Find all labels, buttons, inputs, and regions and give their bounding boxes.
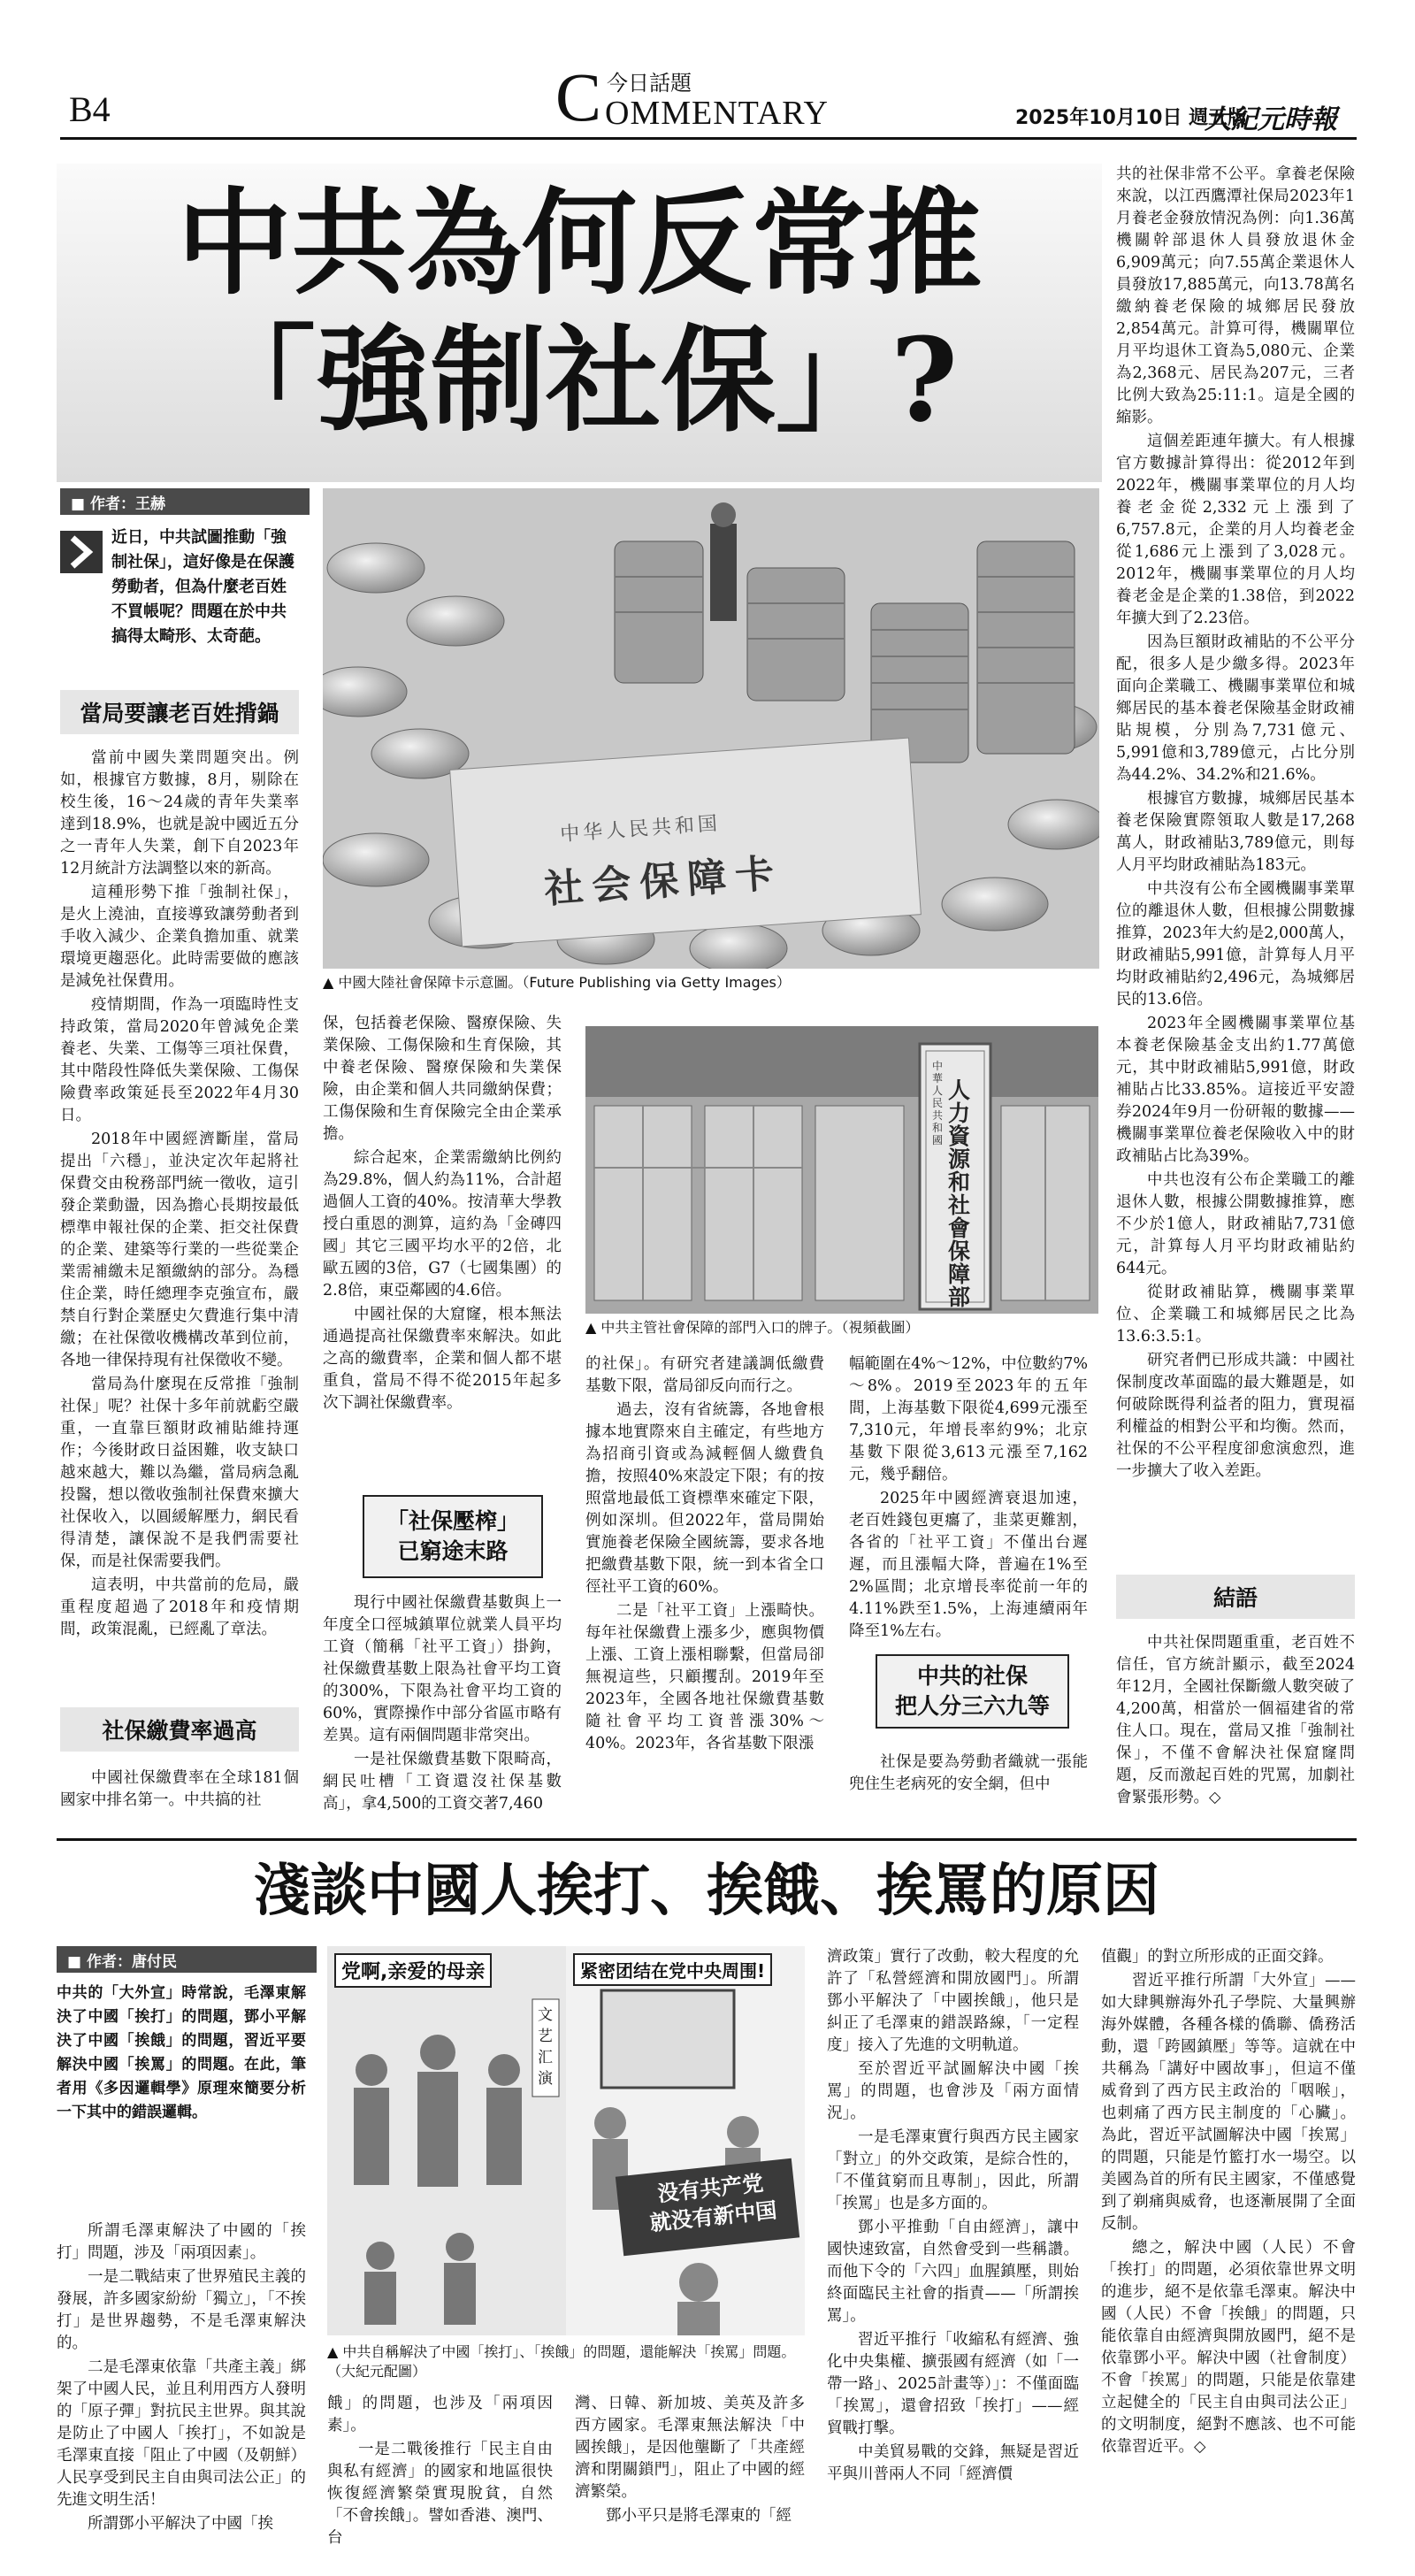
page-number: B4 bbox=[69, 89, 111, 129]
paragraph: 所謂鄧小平解決了中國「挨 bbox=[88, 2515, 273, 2533]
paragraph: 從財政補貼算，機關事業單位、企業職工和城鄉居民之比為13.6:3.5:1。 bbox=[1116, 1284, 1355, 1346]
paragraph: 因為巨額財政補貼的不公平分配，很多人是少繳多得。2023年面向企業職工、機關事業單位和城鄉居民的基本養老保險基金財政補貼規模，分別為7,731億元、5,991億和3,789億元，占比分別為44.2%、34.2%和21.6%。 bbox=[1116, 633, 1355, 784]
poster-side-label: 文艺汇演 bbox=[538, 2006, 553, 2088]
article1-column5-tail bbox=[1116, 1632, 1355, 1811]
paragraph: 鄧小平只是將毛澤東的「經 bbox=[606, 2507, 792, 2525]
paragraph: 中共沒有公布全國機關事業單位的離退休人數，但根據公開數據推算，2023年大約是2,000萬人，財政補貼5,991億，計算每人月平均財政補貼約2,496元，為城鄉居民的13.6倍。 bbox=[1116, 880, 1355, 1008]
subhead-text: 把人分三六九等 bbox=[894, 1693, 1050, 1719]
article1-column1 bbox=[60, 748, 299, 1643]
newspaper-name: 大紀元時報 bbox=[1205, 104, 1337, 135]
paragraph: 當前中國失業問題突出。例如，根據官方數據，8月，剔除在校生後，16～24歲的青年失業率達到18.9%，也就是說中國近五分之一青年人失業，創下自2023年12月統計方法調整以來的新高。 bbox=[60, 749, 299, 878]
paragraph: 習近平推行「收縮私有經濟、強化中央集權、擴張國有經濟（如「一帶一路」、2025計畫等）」：不僅面臨「挨罵」，還會招致「挨打」——經貿戰打擊。 bbox=[827, 2331, 1079, 2437]
article2-lead: 中共的「大外宣」時常說，毛澤東解決了中國「挨打」的問題，鄧小平解決了中國「挨餓」的問題，習近平要解決中國「挨罵」的問題。在此，筆者用《多因邏輯學》原理來簡要分析一下其中的錯誤邏輯。 bbox=[57, 1984, 306, 2121]
paragraph: 根據官方數據，城鄉居民基本養老保險實際領取人數是17,268萬人，財政補貼3,789億元，則每人月平均財政補貼為183元。 bbox=[1116, 790, 1355, 874]
headline-line2: 「強制社保」? bbox=[200, 312, 959, 448]
paragraph: 這表明，中共當前的危局，嚴重程度超過了2018年和疫情期間，政策混亂，已經亂了章法。 bbox=[60, 1576, 299, 1638]
poster-right-title: 紧密团结在党中央周围! bbox=[573, 1953, 772, 1986]
paragraph: 一是毛澤東實行與西方民主國家「對立」的外交政策，是綜合性的，「不僅貧窮而且專制」，因此，所謂「挨罵」也是多方面的。 bbox=[827, 2128, 1079, 2212]
paragraph: 中共社保問題重重，老百姓不信任，官方統計顯示，截至2024年12月，全國社保斷繳人數突破了4,200萬，相當於一個福建省的常住人口。現在，當局又推「強制社保」，不僅不會解決社保窟窿問題，反而激起百姓的咒罵，加劇社會緊張形勢。◇ bbox=[1116, 1634, 1355, 1806]
article2-column2 bbox=[327, 2393, 553, 2551]
subhead-text: 中共的社保 bbox=[916, 1663, 1028, 1689]
paragraph: 所謂毛澤東解決了中國的「挨打」問題，涉及「兩項因素」。 bbox=[57, 2222, 306, 2262]
article2-column4 bbox=[827, 1946, 1079, 2488]
paragraph: 中共也沒有公布企業職工的離退休人數，根據公開數據推算，應不少於1億人，財政補貼7,731億元，計算每人月平均財政補貼約644元。 bbox=[1116, 1171, 1355, 1277]
paragraph: 濟政策」實行了改動，較大程度的允許了「私營經濟和開放國門」。所謂鄧小平解決了「中國挨餓」，他只是糾正了毛澤東的錯誤路線，「一定程度」接入了先進的文明軌道。 bbox=[827, 1948, 1079, 2054]
photo2-caption: ▲ 中共主管社會保障的部門入口的牌子。（視頻截圖） bbox=[585, 1319, 920, 1336]
paragraph: 中國社保繳費率在全球181個國家中排名第一。中共搞的社 bbox=[60, 1769, 299, 1809]
section-chinese: 今日話題 bbox=[607, 71, 692, 96]
paragraph: 灣、日韓、新加坡、美英及許多西方國家。毛澤東無法解決「中國挨餓」，是因他壟斷了「共產經濟和閉關鎖門」，阻止了中國的經濟繁榮。 bbox=[575, 2395, 805, 2501]
paragraph: 二是「社平工資」上漲畸快。每年社保繳費上漲多少，應與物價上漲、工資上漲相聯繫，但當局卻無視這些，只顧攫刮。2019年至2023年，全國各地社保繳費基數隨社會平均工資普漲30%～40%。2023年，各省基數下限漲 bbox=[585, 1602, 824, 1752]
poster-banner-line: 没有共产党 bbox=[656, 2170, 765, 2207]
section-big-c: C bbox=[555, 58, 602, 135]
poster-caption: ▲ 中共自稱解決了中國「挨打」、「挨餓」的問題，還能解決「挨罵」問題。（大紀元配圖） bbox=[327, 2343, 796, 2380]
paragraph: 過去，沒有省統籌，各地會根據本地實際來自主確定，有些地方為招商引資或為減輕個人繳費負擔，按照40%來設定下限；有的按照當地最低工資標準來確定下限，例如深圳。但2022年，當局開始實施養老保險全國統籌，要求各地把繳費基數下限，統一到本省全口徑社平工資的60%。 bbox=[585, 1401, 824, 1596]
section-logo bbox=[555, 58, 874, 135]
paragraph: 中美貿易戰的交鋒，無疑是習近平與川普兩人不同「經濟價 bbox=[827, 2443, 1079, 2483]
paragraph: 一是二戰後推行「民主自由與私有經濟」的國家和地區很快恢復經濟繁榮實現脫貧，自然「不會挨餓」。譬如香港、澳門、台 bbox=[327, 2441, 553, 2547]
paragraph: 這種形勢下推「強制社保」，是火上澆油，直接導致讓勞動者到手收入減少、企業負擔加重、就業環境更趨惡化。此時需要做的應該是減免社保費用。 bbox=[60, 884, 299, 990]
subhead-text: 「社保壓榨」已窮途末路 bbox=[386, 1508, 519, 1564]
ministry-sign-photo bbox=[585, 1026, 1098, 1314]
article1-column4 bbox=[849, 1353, 1088, 1644]
article1-byline: ■ 作者：王赫 bbox=[60, 488, 310, 515]
paragraph: 綜合起來，企業需繳納比例約為29.8%，個人約為11%，合計超過個人工資的40%。按清華大學教授白重恩的測算，這約為「金磚四國」其它三國平均水平的2倍，北歐五國的3倍，G7（七國集團）的2.8倍，東亞鄰國的4.6倍。 bbox=[323, 1149, 562, 1300]
paragraph: 2023年全國機關事業單位基本養老保險基金支出約1.77萬億元，其中財政補貼5,991億，財政補貼占比33.85%。這接近平安證券2024年9月一份研報的數據——機關事業單位養老保險收入中的財政補貼占比為39%。 bbox=[1116, 1015, 1355, 1165]
article1-column3 bbox=[585, 1353, 824, 1757]
sign-text: 人力資源和社會保障部 bbox=[948, 1077, 971, 1310]
photo1-caption: ▲ 中國大陸社會保障卡示意圖。（Future Publishing via Getty Images） bbox=[323, 974, 791, 991]
article2-column1 bbox=[57, 2220, 306, 2537]
sign-side-text: 中華人民共和國 bbox=[932, 1060, 944, 1146]
paragraph: 共的社保非常不公平。拿養老保險來說，以江西鷹潭社保局2023年1月養老金發放情況為例：向1.36萬機關幹部退休人員發放退休金6,909萬元；向7.55萬企業退休人員發放17,885萬元，向13.78萬名繳納養老保險的城鄉居民發放2,854萬元。計算可得，機關單位月平均退休工資為5,080元、企業為2,368元、居民為207元，三者比例大致為25:11:1。這是全國的縮影。 bbox=[1116, 165, 1355, 426]
article1-column1-tail bbox=[60, 1767, 299, 1813]
card-title: 社会保障卡 bbox=[542, 850, 784, 913]
paragraph: 至於習近平試圖解決中國「挨罵」的問題，也會涉及「兩方面情況」。 bbox=[827, 2060, 1079, 2122]
paragraph: 的社保」。有研究者建議調低繳費基數下限，當局卻反向而行之。 bbox=[585, 1355, 824, 1395]
paragraph: 二是毛澤東依靠「共產主義」綁架了中國人民，並且利用西方人發明的「原子彈」對抗民主世界。與其說是防止了中國人「挨打」，不如說是毛澤東直接「阻止了中國（及朝鮮）人民享受到民主自由與司法公正」的先進文明生活！ bbox=[57, 2358, 306, 2509]
paragraph: 保，包括養老保險、醫療保險、失業保險、工傷保險和生育保險，其中養老保險、醫療保險和失業保險，由企業和個人共同繳納保費；工傷保險和生育保險完全由企業承擔。 bbox=[323, 1015, 562, 1143]
paragraph: 總之，解決中國（人民）不會「挨打」的問題，必須依靠世界文明的進步，絕不是依靠毛澤東。解決中國（人民）不會「挨餓」的問題，只能依靠自由經濟與開放國門，絕不是依靠鄧小平。解決中國（社會制度）不會「挨罵」的問題，只能是依靠建立起健全的「民主自由與司法公正」的文明制度，絕對不應該、也不可能依靠習近平。◇ bbox=[1101, 2239, 1356, 2456]
paragraph: 中國社保的大窟窿，根本無法通過提高社保繳費率來解決。如此之高的繳費率，企業和個人都不堪重負，當局不得不從2015年起多次下調社保繳費率。 bbox=[323, 1306, 562, 1412]
card-issuer: 中华人民共和国 bbox=[559, 812, 722, 847]
article1-lead: 近日，中共試圖推動「強制社保」，這好像是在保護勞動者，但為什麼老百姓不買帳呢？問題在於中共搞得太畸形、太奇葩。 bbox=[111, 528, 294, 646]
headline-line1: 中共為何反常推 bbox=[176, 175, 982, 310]
header-rule bbox=[60, 137, 1357, 140]
article2-column3 bbox=[575, 2393, 805, 2529]
paragraph: 現行中國社保繳費基數與上一年度全口徑城鎮單位就業人員平均工資（簡稱「社平工資」）掛鉤，社保繳費基數上限為社會平均工資的300%，下限為社會平均工資的60%，實際操作中部分省區市略有差異。這有兩個問題非常突出。 bbox=[323, 1594, 562, 1744]
article1-column2-tail bbox=[323, 1592, 562, 1817]
paragraph: 一是二戰結束了世界殖民主義的發展，許多國家紛紛「獨立」，「不挨打」是世界趨勢，不是毛澤東解決的。 bbox=[57, 2268, 306, 2352]
article1-column4-tail bbox=[849, 1752, 1088, 1798]
issue-date: 2025年10月10日 週五版 bbox=[1015, 107, 1248, 129]
paragraph: 值觀」的對立所形成的正面交鋒。 bbox=[1101, 1948, 1334, 1966]
paragraph: 2025年中國經濟衰退加速，老百姓錢包更癟了，韭菜更難割，各省的「社平工資」不僅出台遲遲，而且漲幅大降，普遍在1%至2%區間；北京增長率從前一年的4.11%跌至1.5%，上海連續兩年降至1%左右。 bbox=[849, 1490, 1088, 1640]
article2-column5 bbox=[1101, 1946, 1356, 2460]
paragraph: 這個差距連年擴大。有人根據官方數據計算得出：從2012年到2022年，機關事業單位的月人均養老金從2,332元上漲到了6,757.8元，企業的月人均養老金從1,686元上漲到了3,028元。2012年，機關事業單位的月人均養老金是企業的1.38倍，到2022年擴大到了2.23倍。 bbox=[1116, 433, 1355, 627]
subhead-scapegoat: 當局要讓老百姓揹鍋 bbox=[60, 690, 299, 734]
social-security-card-photo bbox=[323, 488, 1099, 969]
article1-column5 bbox=[1116, 164, 1355, 1484]
paragraph: 幅範圍在4%～12%，中位數約7%～8%。2019至2023年的五年間，上海基數下限從4,699元漲至7,310元，年增長率約9%；北京基數下限從3,613元漲至7,162元，幾乎翻倍。 bbox=[849, 1355, 1088, 1484]
lead-arrow-icon bbox=[60, 531, 103, 573]
paragraph: 一是社保繳費基數下限畸高，網民吐槽「工資還沒社保基數高」，拿4,500的工資交著7,460 bbox=[323, 1751, 562, 1813]
poster-left-title: 党啊,亲爱的母亲 bbox=[334, 1953, 492, 1988]
subhead-conclusion: 結語 bbox=[1116, 1575, 1355, 1619]
article2-byline: ■ 作者：唐付民 bbox=[57, 1946, 317, 1973]
section-english: OMMENTARY bbox=[605, 95, 829, 132]
poster-banner-line: 就没有新中国 bbox=[648, 2197, 778, 2236]
paragraph: 當局為什麼現在反常推「強制社保」呢？社保十多年前就虧空嚴重，一直靠巨額財政補貼維持運作；今後財政日益困難，收支缺口越來越大，難以為繼，當局病急亂投醫，想以徵收強制社保費來擴大社保收入，以圓緩解壓力，網民看得清楚，讓保說不是我們需要社保，而是社保需要我們。 bbox=[60, 1376, 299, 1570]
paragraph: 餓」的問題，也涉及「兩項因素」。 bbox=[327, 2395, 553, 2434]
paragraph: 2018年中國經濟斷崖，當局提出「六穩」，並決定次年起將社保費交由稅務部門統一徵收，這引發企業動盪，因為擔心長期按最低標準申報社保的企業、拒交社保費的企業、建築等行業的一些從業企業需補繳未足額繳納的部分。為穩住企業，時任總理李克強宣布，嚴禁自行對企業歷史欠費進行集中清繳；在社保徵收機構改革到位前，各地一律保持現有社保徵收不變。 bbox=[60, 1131, 299, 1369]
paragraph: 疫情期間，作為一項臨時性支持政策，當局2020年曾減免企業養老、失業、工傷等三項社保費，其中階段性降低失業保險、工傷保險費率政策延長至2022年4月30日。 bbox=[60, 996, 299, 1124]
propaganda-poster-illustration bbox=[327, 1946, 805, 2335]
paragraph: 社保是要為勞動者織就一張能兜住生老病死的安全網，但中 bbox=[849, 1753, 1088, 1793]
paragraph: 研究者們已形成共識：中國社保制度改革面臨的最大難題是，如何破除既得利益者的阻力，實現福利權益的相對公平和均衡。然而，社保的不公平程度卻愈演愈烈，進一步擴大了收入差距。 bbox=[1116, 1352, 1355, 1480]
subhead-contribution-rate: 社保繳費率過高 bbox=[60, 1707, 299, 1752]
article2-headline: 淺談中國人挨打、挨餓、挨罵的原因 bbox=[254, 1859, 1159, 1924]
section-divider bbox=[57, 1838, 1357, 1841]
article1-column2 bbox=[323, 1013, 562, 1416]
paragraph: 鄧小平推動「自由經濟」，讓中國快速致富，自然會受到一些稱讚。而他下令的「六四」血腥鎮壓，則始終面臨民主社會的指責——「所謂挨罵」。 bbox=[827, 2219, 1079, 2325]
subhead-squeeze bbox=[363, 1495, 543, 1578]
subhead-hierarchy bbox=[876, 1654, 1069, 1729]
paragraph: 習近平推行所謂「大外宣」——如大肆興辦海外孔子學院、大量興辦海外媒體，各種各樣的僑聯、僑務活動，還「跨國鎮壓」等等。這就在中共稱為「講好中國故事」，但這不僅威脅到了西方民主政治的「咽喉」，也刺痛了西方民主制度的「心臟」。為此，習近平試圖解決中國「挨罵」的問題，只能是竹籃打水一場空。以美國為首的所有民主國家，不僅感覺到了剃痛與威脅，也逐漸展開了全面反制。 bbox=[1101, 1972, 1356, 2233]
